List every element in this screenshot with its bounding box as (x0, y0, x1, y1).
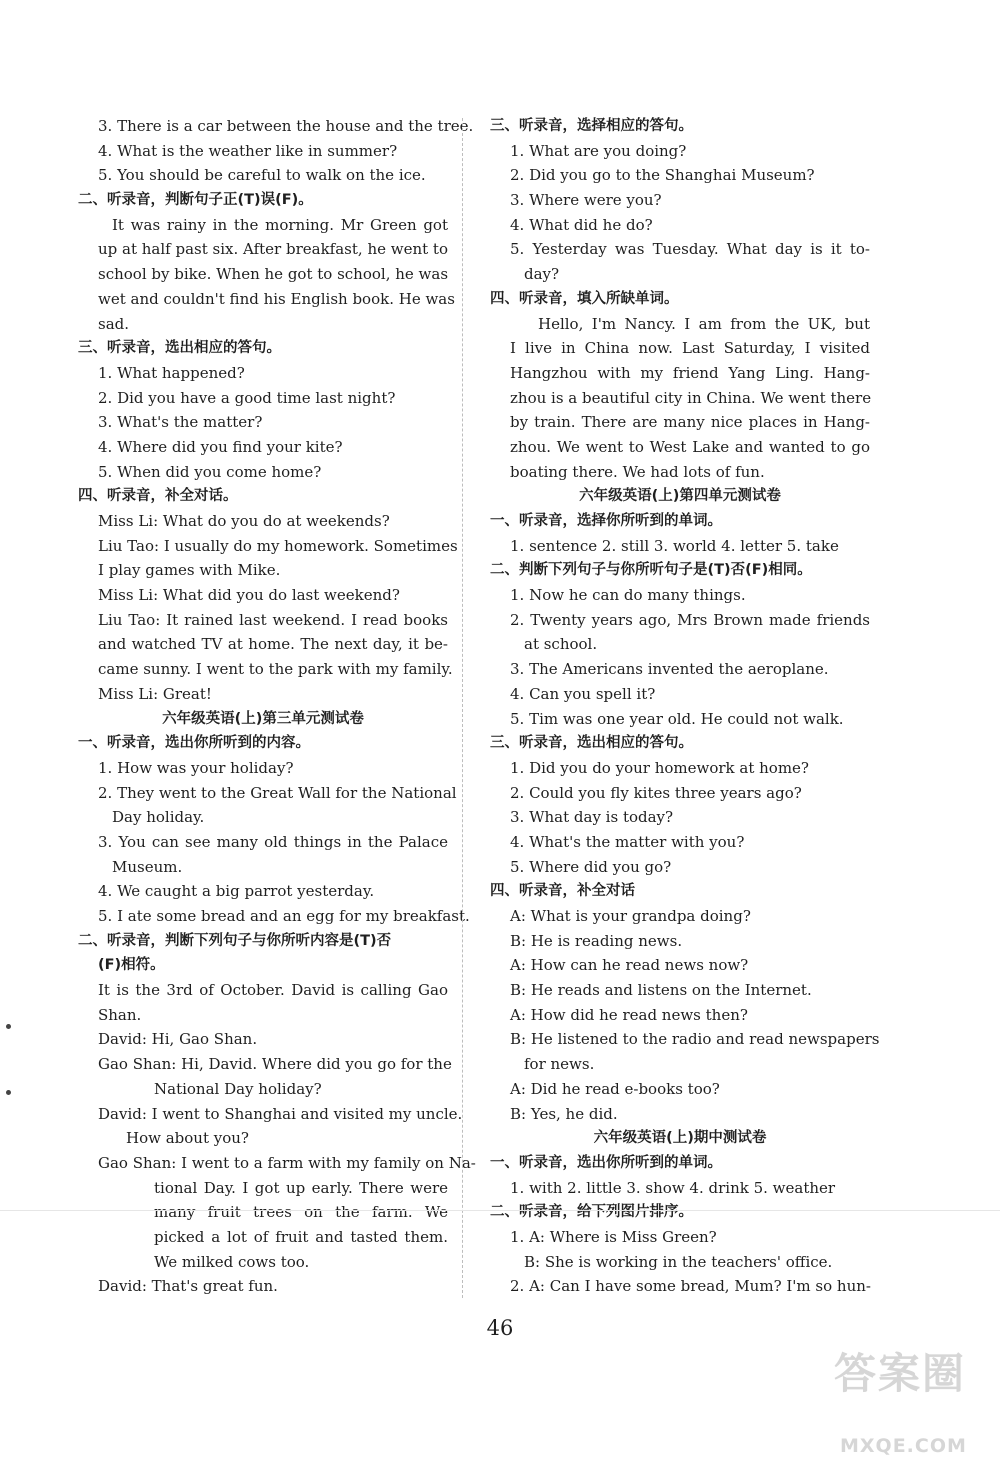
text-line: B: She is working in the teachers' office. (524, 1252, 833, 1271)
text-line: 1. What are you doing? (510, 141, 687, 160)
question-heading: 四、听录音，补全对话。 (78, 488, 238, 505)
text-line: by train. There are many nice places in Hang- (510, 413, 870, 432)
text-line: Hangzhou with my friend Yang Ling. Hang- (510, 363, 870, 382)
question-heading: 四、听录音，填入所缺单词。 (490, 290, 679, 307)
text-line: 3. There is a car between the house and the tree. (98, 117, 474, 135)
watermark-logo (834, 1341, 984, 1461)
text-line: 3. The Americans invented the aeroplane. (510, 660, 829, 679)
text-line: 2. Did you go to the Shanghai Museum? (510, 166, 815, 185)
page-number: 46 (486, 1316, 514, 1340)
text-line: 4. Can you spell it? (510, 684, 656, 703)
question-heading: 三、听录音，选出相应的答句。 (490, 735, 693, 752)
text-line: A: What is your grandpa doing? (510, 907, 751, 925)
text-line: Miss Li: Great! (98, 684, 212, 703)
text-line: 4. What did he do? (510, 215, 653, 234)
text-line: school by bike. When he got to school, he was (98, 265, 449, 284)
text-line: 1. sentence 2. still 3. world 4. letter 5. take (510, 536, 839, 555)
text-line: 4. What is the weather like in summer? (98, 141, 398, 160)
text-line: 1. Now he can do many things. (510, 586, 746, 605)
text-line: David: I went to Shanghai and visited my uncle. (98, 1104, 463, 1123)
text-line: Day holiday. (112, 808, 205, 827)
question-heading: 一、听录音，选出你所听到的单词。 (490, 1154, 722, 1171)
text-line: I live in China now. Last Saturday, I visited (510, 339, 870, 358)
text-line: 4. We caught a big parrot yesterday. (98, 882, 375, 901)
text-line: came sunny. I went to the park with my family. (98, 660, 453, 679)
question-heading: 三、听录音，选择相应的答句。 (490, 118, 693, 134)
question-heading: 四、听录音，补全对话 (490, 883, 635, 900)
text-line: Miss Li: What did you do last weekend? (98, 586, 400, 605)
text-line: Museum. (112, 857, 183, 876)
text-line: Liu Tao: It rained last weekend. I read books (98, 610, 448, 629)
text-line: 4. Where did you find your kite? (98, 437, 343, 456)
question-heading: (F)相符。 (98, 957, 165, 974)
text-line: 3. You can see many old things in the Palace (98, 832, 448, 851)
section-title: 六年级英语(上)第四单元测试卷 (579, 488, 781, 505)
text-line: 5. I ate some bread and an egg for my breakfast. (98, 907, 470, 925)
text-line: tional Day. I got up early. There were (154, 1178, 448, 1197)
text-line: 2. Could you fly kites three years ago? (510, 783, 802, 802)
text-line: 1. What happened? (98, 363, 245, 382)
text-line: How about you? (126, 1129, 249, 1148)
watermark-url: MXQE.COM (840, 1435, 967, 1457)
text-line: 2. Did you have a good time last night? (98, 388, 396, 407)
section-title: 六年级英语(上)第三单元测试卷 (162, 710, 364, 727)
column-divider (462, 118, 463, 1298)
text-line: National Day holiday? (154, 1079, 322, 1098)
text-line: 2. They went to the Great Wall for the National (98, 783, 457, 802)
question-heading: 二、听录音，判断下列句子与你所听内容是(T)否 (78, 932, 392, 949)
text-line: zhou is a beautiful city in China. We went there (510, 388, 872, 407)
text-line: It is the 3rd of October. David is calling Gao (98, 981, 448, 1000)
section-title: 六年级英语(上)期中测试卷 (593, 1130, 767, 1147)
text-line: and watched TV at home. The next day, it be- (98, 635, 448, 654)
text-line: for news. (524, 1055, 595, 1074)
text-line: I play games with Mike. (98, 561, 281, 580)
text-line: A: How did he read news then? (510, 1005, 748, 1024)
text-line: boating there. We had lots of fun. (510, 462, 765, 481)
text-line: It was rainy in the morning. Mr Green got (112, 215, 448, 234)
text-line: 2. Twenty years ago, Mrs Brown made friends (510, 610, 870, 629)
scan-line (0, 1210, 1000, 1211)
question-heading: 三、听录音，选出相应的答句。 (78, 340, 281, 357)
scan-dot (6, 1024, 11, 1029)
text-line: Miss Li: What do you do at weekends? (98, 512, 390, 530)
text-line: 3. What day is today? (510, 808, 674, 827)
text-line: 3. What's the matter? (98, 413, 263, 432)
question-heading: 一、听录音，选出你所听到的内容。 (78, 735, 310, 752)
text-line: B: Yes, he did. (510, 1104, 618, 1123)
text-line: A: How can he read news now? (510, 956, 749, 975)
text-line: 5. You should be careful to walk on the ice. (98, 166, 426, 185)
text-line: 4. What's the matter with you? (510, 832, 745, 851)
text-line: Hello, I'm Nancy. I am from the UK, but (538, 314, 870, 333)
text-line: We milked cows too. (154, 1252, 310, 1271)
text-line: 1. with 2. little 3. show 4. drink 5. weather (510, 1178, 836, 1197)
text-line: at school. (524, 635, 598, 654)
text-line: 1. How was your holiday? (98, 758, 294, 777)
text-line: 5. When did you come home? (98, 462, 322, 481)
text-line: 1. Did you do your homework at home? (510, 758, 809, 777)
text-line: 1. A: Where is Miss Green? (510, 1227, 717, 1246)
text-line: 3. Where were you? (510, 191, 662, 210)
text-line: 5. Yesterday was Tuesday. What day is it to- (510, 240, 870, 259)
text-line: Gao Shan: Hi, David. Where did you go for the (98, 1055, 452, 1074)
text-line: sad. (98, 314, 130, 333)
text-line: Shan. (98, 1005, 142, 1024)
left-column (78, 114, 476, 1299)
right-column (490, 114, 880, 1299)
text-line: Gao Shan: I went to a farm with my family on Na- (98, 1153, 476, 1172)
text-line: 5. Tim was one year old. He could not walk. (510, 709, 844, 728)
question-heading: 二、听录音，给下列图片排序。 (490, 1204, 693, 1221)
text-line: 2. A: Can I have some bread, Mum? I'm so hun- (510, 1277, 871, 1296)
text-line: B: He listened to the radio and read newspapers (510, 1030, 880, 1049)
text-line: picked a lot of fruit and tasted them. (154, 1227, 448, 1246)
text-line: zhou. We went to West Lake and wanted to go (510, 437, 870, 456)
text-line: up at half past six. After breakfast, he went to (98, 240, 448, 259)
watermark-text: 答案圈 (834, 1349, 967, 1398)
text-line: day? (524, 265, 560, 284)
text-line: Liu Tao: I usually do my homework. Sometimes (98, 536, 458, 555)
text-line: B: He is reading news. (510, 931, 683, 950)
text-line: David: Hi, Gao Shan. (98, 1030, 258, 1049)
text-line: many fruit trees on the farm. We (154, 1203, 448, 1222)
scan-dot (6, 1090, 11, 1095)
question-heading: 一、听录音，选择你所听到的单词。 (490, 513, 722, 529)
text-line: 5. Where did you go? (510, 857, 672, 876)
text-line: B: He reads and listens on the Internet. (510, 981, 812, 1000)
text-line: David: That's great fun. (98, 1277, 278, 1296)
question-heading: 二、判断下列句子与你所听句子是(T)否(F)相同。 (490, 562, 812, 579)
text-line: wet and couldn't find his English book. He was (98, 289, 455, 308)
text-line: A: Did he read e-books too? (510, 1079, 720, 1098)
question-heading: 二、听录音，判断句子正(T)误(F)。 (78, 192, 313, 209)
